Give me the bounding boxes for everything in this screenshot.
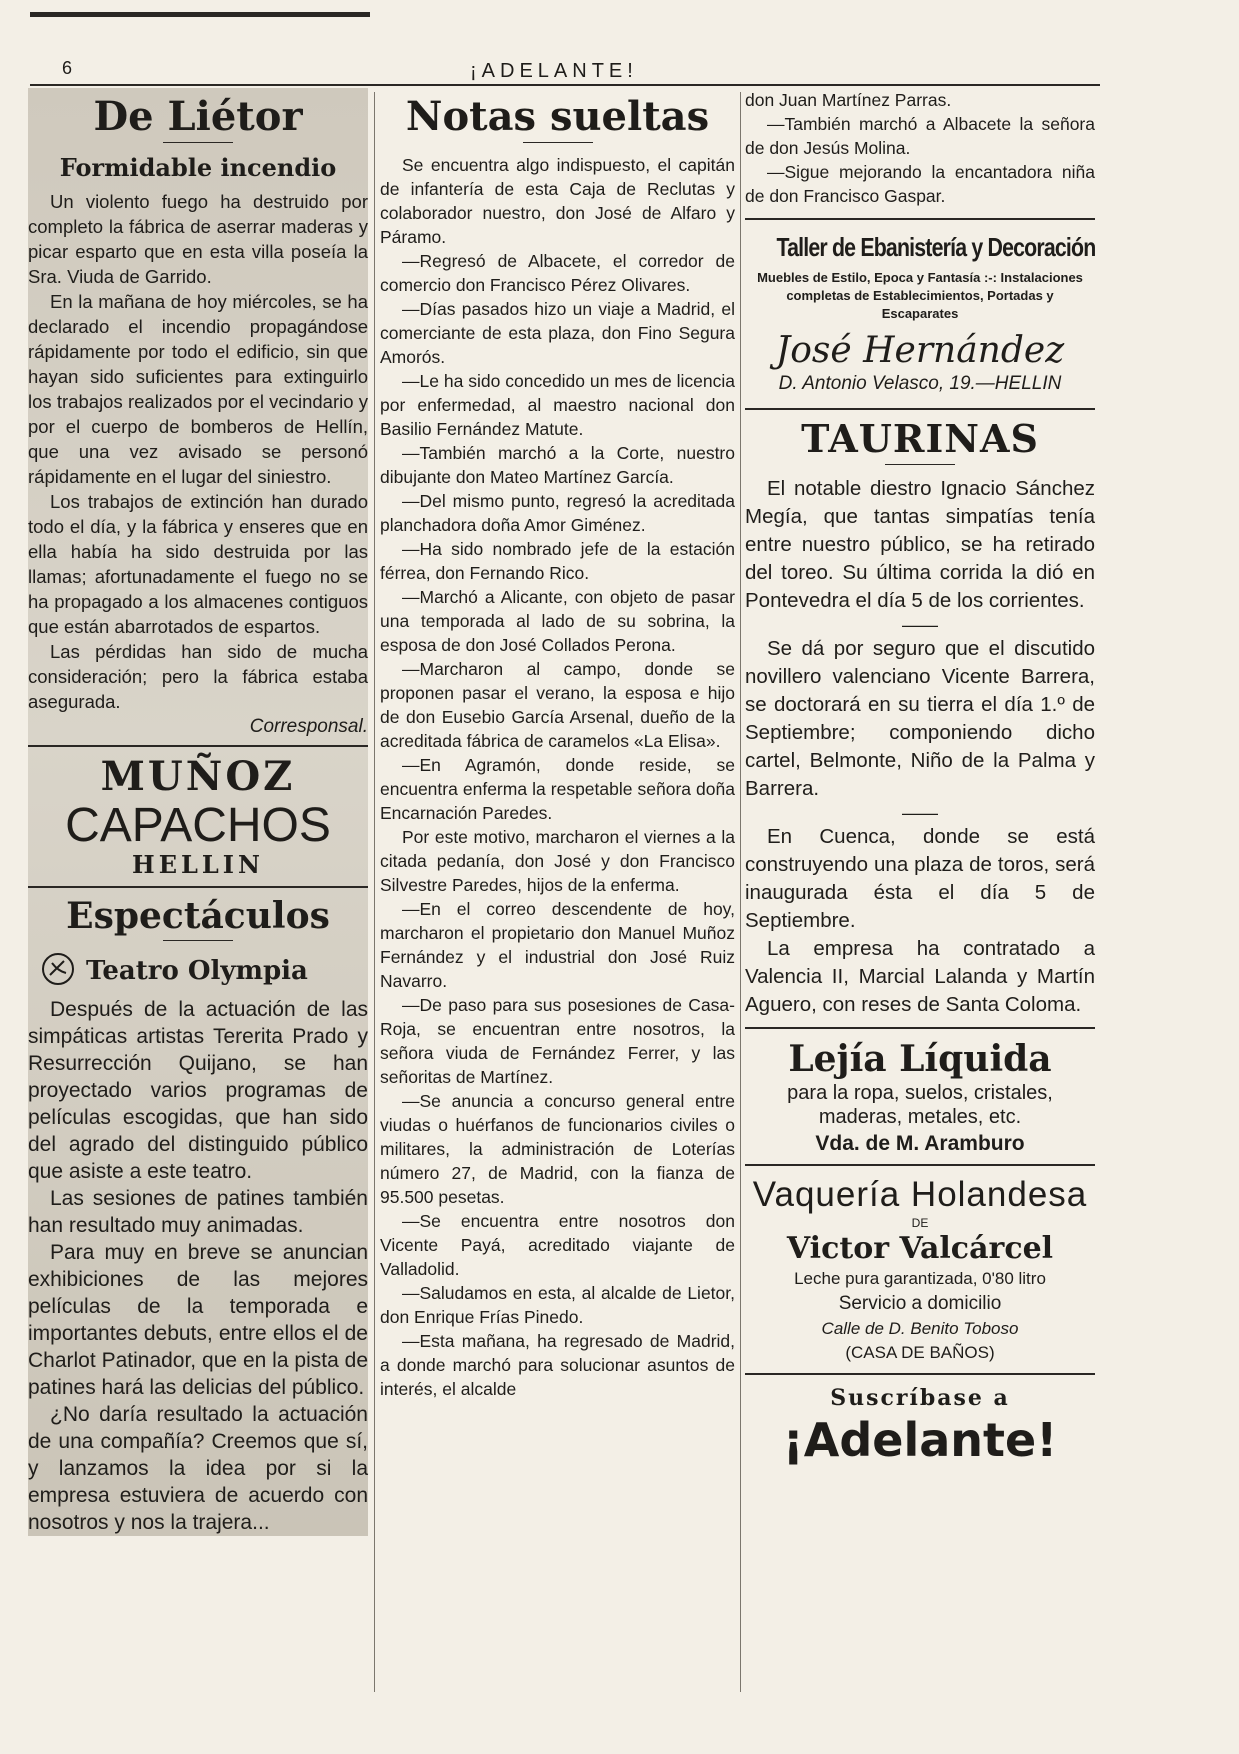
article-incendio-body bbox=[28, 189, 368, 739]
title-rule bbox=[163, 142, 233, 143]
newspaper-name: ¡ADELANTE! bbox=[470, 60, 638, 82]
ad-taller-title: Taller de Ebanistería y Decoración bbox=[776, 232, 1096, 262]
ad-vaqueria-line: Leche pura garantizada, 0'80 litro bbox=[794, 1268, 1046, 1288]
ad-munoz-line2: CAPACHOS bbox=[65, 799, 331, 852]
teatro-paragraph: Después de la actuación de las simpáticas artistas Tererita Prado y Resurrección Quijano, se han proyectado varios programas de películas escogidas, que han sido del agrado del distinguido público que asiste a este teatro. bbox=[28, 997, 368, 1183]
teatro-body bbox=[28, 996, 368, 1536]
nota-paragraph: —Esta mañana, ha regresado de Madrid, a donde marchó para solucionar asuntos de interés, el alcalde bbox=[380, 1331, 735, 1399]
taurinas-paragraph: En Cuenca, donde se está construyendo una plaza de toros, será inaugurada ésta el día 5 de Septiembre. bbox=[745, 824, 1095, 932]
ad-vaqueria-name: Victor Valcárcel bbox=[786, 1230, 1054, 1266]
ad-vaqueria-line: (CASA DE BAÑOS) bbox=[845, 1342, 995, 1362]
article-title-incendio: Formidable incendio bbox=[59, 153, 337, 182]
section-title-notas-sueltas: Notas sueltas bbox=[405, 93, 710, 140]
notas-body bbox=[380, 153, 735, 1401]
ad-vaqueria-line: Calle de D. Benito Toboso bbox=[821, 1318, 1019, 1338]
title-rule bbox=[885, 464, 955, 465]
nota-paragraph: —De paso para sus posesiones de Casa-Roja, se encuentran entre nosotros, la señora viuda de Fernández Ferrer, y las señoritas de Martínez. bbox=[380, 995, 735, 1087]
nota-paragraph: —Saludamos en esta, al alcalde de Lietor, don Enrique Frías Pinedo. bbox=[380, 1283, 735, 1327]
divider bbox=[745, 1027, 1095, 1029]
ad-taller-address: D. Antonio Velasco, 19.—HELLIN bbox=[778, 373, 1062, 395]
section-title-espectaculos: Espectáculos bbox=[66, 894, 330, 937]
ad-suscribase bbox=[745, 1381, 1095, 1469]
title-rule bbox=[163, 940, 233, 941]
theatre-emblem-icon bbox=[40, 951, 76, 992]
nota-paragraph: —En Agramón, donde reside, se encuentra enferma la respetable señora doña Encarnación Paredes. bbox=[380, 755, 735, 823]
divider bbox=[745, 1373, 1095, 1375]
taurinas-body bbox=[745, 475, 1095, 1019]
taurinas-paragraph: Se dá por seguro que el discutido novillero valenciano Vicente Barrera, se doctorará en su tierra el día 1.º de Septiembre; componiendo dicho cartel, Belmonte, Niño de la Palma y Barrera. bbox=[745, 636, 1095, 800]
ad-suscribase-line1: Suscríbase a bbox=[830, 1384, 1010, 1411]
nota-paragraph: Por este motivo, marcharon el viernes a la citada pedanía, don José y don Francisco Silvestre Paredes, hijos de la enferma. bbox=[380, 827, 735, 895]
header-rule bbox=[30, 84, 1100, 86]
nota-paragraph: —Se encuentra entre nosotros don Vicente Payá, acreditado viajante de Valladolid. bbox=[380, 1211, 735, 1279]
nota-paragraph: —En el correo descendente de hoy, marcharon el propietario don Manuel Muñoz Fernández y el industrial don José Ruiz Navarro. bbox=[380, 899, 735, 991]
column-2 bbox=[380, 88, 735, 1401]
column-divider-2 bbox=[740, 92, 741, 1692]
nota-paragraph: —Días pasados hizo un viaje a Madrid, el comerciante de esta plaza, don Fino Segura Amorós. bbox=[380, 299, 735, 367]
ad-vaqueria-title: Vaquería Holandesa bbox=[752, 1175, 1088, 1215]
page-number: 6 bbox=[62, 58, 73, 78]
nota-paragraph: —También marchó a Albacete la señora de don Jesús Molina. bbox=[745, 114, 1095, 158]
teatro-heading bbox=[40, 951, 368, 992]
nota-paragraph: —Marcharon al campo, donde se proponen pasar el verano, la esposa e hijo de don Eusebio García Arsenal, dueño de la acreditada fábrica de caramelos «La Elisa». bbox=[380, 659, 735, 751]
column-3 bbox=[745, 88, 1095, 1469]
ad-suscribase-line2: ¡Adelante! bbox=[782, 1412, 1058, 1467]
nota-paragraph: —Del mismo punto, regresó la acreditada planchadora doña Amor Giménez. bbox=[380, 491, 735, 535]
column-divider-1 bbox=[374, 92, 375, 1692]
section-dash: —— bbox=[902, 802, 938, 823]
divider bbox=[745, 218, 1095, 220]
ad-lejia-liquida bbox=[745, 1035, 1095, 1158]
teatro-paragraph: Para muy en breve se anuncian exhibiciones de las mejores películas de la temporada e importantes debuts, entre ellos el de Charlot Patinador, que en la pista de patines hará las delicias del público. bbox=[28, 1240, 368, 1399]
article-paragraph: Un violento fuego ha destruido por completo la fábrica de aserrar maderas y picar esparto que en esta villa poseía la Sra. Viuda de Garrido. bbox=[28, 191, 368, 287]
ad-munoz-line3: HELLIN bbox=[132, 850, 264, 879]
teatro-title: Teatro Olympia bbox=[86, 956, 308, 987]
ad-taller-ebanisteria bbox=[745, 226, 1095, 402]
ad-taller-sub: Muebles de Estilo, Epoca y Fantasía :-: Instalaciones completas de Establecimientos, Portadas y Escaparates bbox=[757, 270, 1083, 322]
nota-paragraph: —Le ha sido concedido un mes de licencia por enfermedad, al maestro nacional don Basilio Fernández Matute. bbox=[380, 371, 735, 439]
nota-paragraph: don Juan Martínez Parras. bbox=[745, 90, 952, 110]
section-dash: —— bbox=[902, 614, 938, 635]
teatro-paragraph: Las sesiones de patines también han resultado muy animadas. bbox=[28, 1186, 368, 1237]
ad-vaqueria-de: DE bbox=[911, 1216, 929, 1231]
signature: Corresponsal. bbox=[249, 716, 368, 737]
nota-paragraph: —Se anuncia a concurso general entre viudas o huérfanos de funcionarios civiles o militares, la administración de Loterías número 27, de Madrid, con la fianza de 95.500 pesetas. bbox=[380, 1091, 735, 1207]
nota-paragraph: —Sigue mejorando la encantadora niña de don Francisco Gaspar. bbox=[745, 162, 1095, 206]
divider bbox=[745, 408, 1095, 410]
article-paragraph: Los trabajos de extinción han durado todo el día, y la fábrica y enseres que en ella había ha sido destruida por las llamas; afortunadamente el fuego no se ha propagado a los almacenes contiguos que están abarrotados de espartos. bbox=[28, 491, 368, 637]
teatro-paragraph: ¿No daría resultado la actuación de una compañía? Creemos que sí, y lanzamos la idea por si la empresa estuviera de acuerdo con nosotros y nos la trajera... bbox=[28, 1402, 368, 1534]
nota-paragraph: —También marchó a la Corte, nuestro dibujante don Mateo Martínez García. bbox=[380, 443, 735, 487]
ad-lejia-line: maderas, metales, etc. bbox=[818, 1105, 1022, 1128]
top-bar-decoration bbox=[30, 12, 370, 17]
ad-taller-name: José Hernández bbox=[775, 330, 1065, 372]
ad-vaqueria-line: Servicio a domicilio bbox=[838, 1292, 1002, 1314]
section-title-taurinas: TAURINAS bbox=[801, 415, 1039, 461]
taurinas-paragraph: La empresa ha contratado a Valencia II, Marcial Lalanda y Martín Aguero, con reses de Santa Coloma. bbox=[745, 936, 1095, 1016]
ad-lejia-line: Vda. de M. Aramburo bbox=[815, 1131, 1025, 1155]
divider bbox=[745, 1164, 1095, 1166]
ad-munoz-capachos bbox=[28, 753, 368, 880]
notas-continuation bbox=[745, 88, 1095, 208]
divider bbox=[28, 886, 368, 888]
title-rule bbox=[523, 142, 593, 143]
ad-vaqueria-holandesa bbox=[745, 1172, 1095, 1366]
nota-paragraph: —Regresó de Albacete, el corredor de comercio don Francisco Pérez Olivares. bbox=[380, 251, 735, 295]
divider bbox=[28, 745, 368, 747]
nota-paragraph: Se encuentra algo indispuesto, el capitán de infantería de esta Caja de Reclutas y colaborador nuestro, don José de Alfaro y Páramo. bbox=[380, 155, 735, 247]
nota-paragraph: —Marchó a Alicante, con objeto de pasar una temporada al lado de su sobrina, la esposa de don José Collados Perona. bbox=[380, 587, 735, 655]
taurinas-paragraph: El notable diestro Ignacio Sánchez Megía, que tantas simpatías tenía entre nuestro público, se ha retirado del toreo. Su última corrida la dió en Pontevedra el día 5 de los corrientes. bbox=[745, 476, 1095, 612]
ad-lejia-title: Lejía Líquida bbox=[788, 1037, 1052, 1080]
column-1 bbox=[28, 88, 368, 1536]
article-paragraph: En la mañana de hoy miércoles, se ha declarado el incendio propagándose rápidamente por todo el edificio, sin que hayan sido suficientes para extinguirlo los trabajos realizados por el vecindario y por el cuerpo de bomberos de Hellín, que una vez avisado se personó rápidamente en el lugar del siniestro. bbox=[28, 291, 368, 487]
ad-munoz-line1: MUÑOZ bbox=[100, 753, 296, 800]
section-title-de-lietor: De Liétor bbox=[93, 93, 303, 140]
ad-lejia-line: para la ropa, suelos, cristales, bbox=[787, 1081, 1053, 1104]
article-paragraph: Las pérdidas han sido de mucha consideración; pero la fábrica estaba asegurada. bbox=[28, 641, 368, 712]
nota-paragraph: —Ha sido nombrado jefe de la estación férrea, don Fernando Rico. bbox=[380, 539, 735, 583]
